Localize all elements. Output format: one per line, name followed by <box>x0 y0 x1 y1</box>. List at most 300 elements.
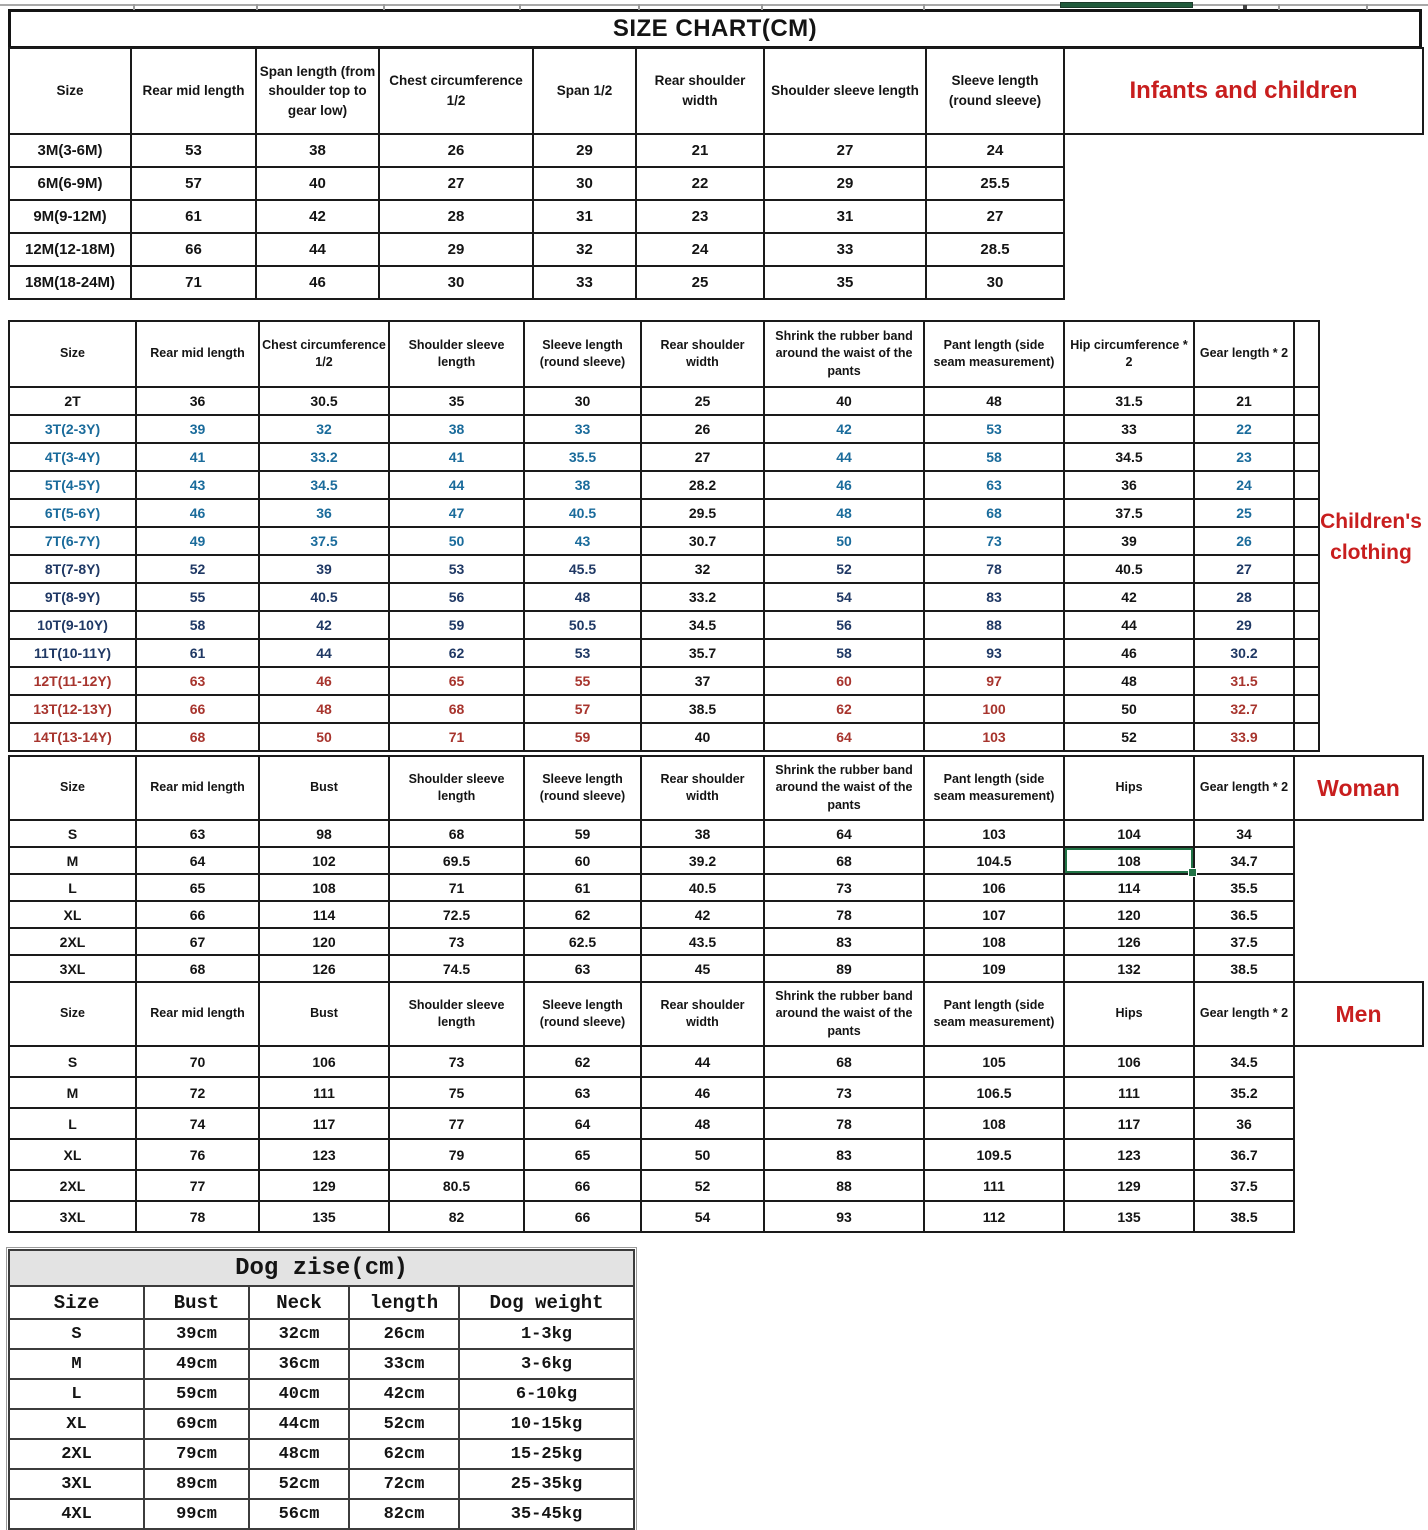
value-cell: 46 <box>256 266 379 299</box>
table-row <box>9 527 1319 555</box>
value-cell: 66 <box>136 695 259 723</box>
table-row <box>9 901 1423 928</box>
value-cell: 64 <box>524 1108 641 1139</box>
spacer-cell <box>1294 723 1319 751</box>
column-header: Shoulder sleeve length <box>389 982 524 1046</box>
value-cell: 43 <box>136 471 259 499</box>
column-header: Sleeve length (round sleeve) <box>926 48 1064 134</box>
value-cell: 35 <box>764 266 926 299</box>
column-header: Shrink the rubber band around the waist of the pants <box>764 982 924 1046</box>
woman-size-table <box>8 755 1424 983</box>
value-cell: 31.5 <box>1194 667 1294 695</box>
size-cell: L <box>9 874 136 901</box>
value-cell: 46 <box>641 1077 764 1108</box>
column-header: Chest circumference 1/2 <box>259 321 389 387</box>
children-section <box>8 322 1422 752</box>
value-cell: 47 <box>389 499 524 527</box>
value-cell: 3-6kg <box>459 1349 634 1379</box>
value-cell: 21 <box>636 134 764 167</box>
value-cell: 56cm <box>249 1499 349 1529</box>
value-cell: 54 <box>641 1201 764 1232</box>
column-header: Pant length (side seam measurement) <box>924 756 1064 820</box>
value-cell: 73 <box>764 874 924 901</box>
value-cell: 53 <box>389 555 524 583</box>
value-cell: 58 <box>924 443 1064 471</box>
value-cell: 50 <box>764 527 924 555</box>
value-cell: 126 <box>1064 928 1194 955</box>
value-cell: 59 <box>389 611 524 639</box>
value-cell: 21 <box>1194 387 1294 415</box>
value-cell: 10-15kg <box>459 1409 634 1439</box>
value-cell: 39.2 <box>641 847 764 874</box>
value-cell: 56 <box>389 583 524 611</box>
column-header: Neck <box>249 1286 349 1319</box>
value-cell: 89 <box>764 955 924 982</box>
size-cell: 2XL <box>9 1170 136 1201</box>
value-cell: 39 <box>1064 527 1194 555</box>
value-cell: 63 <box>136 820 259 847</box>
value-cell: 40 <box>641 723 764 751</box>
value-cell: 48 <box>764 499 924 527</box>
value-cell: 111 <box>1064 1077 1194 1108</box>
value-cell: 42 <box>764 415 924 443</box>
value-cell: 26 <box>379 134 533 167</box>
table-row <box>9 611 1319 639</box>
value-cell: 66 <box>524 1170 641 1201</box>
value-cell: 34 <box>1194 820 1294 847</box>
spacer-cell <box>1294 639 1319 667</box>
value-cell: 48 <box>924 387 1064 415</box>
value-cell: 36 <box>136 387 259 415</box>
value-cell: 27 <box>641 443 764 471</box>
value-cell: 1-3kg <box>459 1319 634 1349</box>
value-cell: 32 <box>533 233 636 266</box>
value-cell: 30 <box>533 167 636 200</box>
value-cell: 71 <box>131 266 256 299</box>
size-cell: 14T(13-14Y) <box>9 723 136 751</box>
value-cell: 53 <box>924 415 1064 443</box>
size-cell: 5T(4-5Y) <box>9 471 136 499</box>
column-header: Rear mid length <box>136 982 259 1046</box>
value-cell: 34.5 <box>641 611 764 639</box>
value-cell: 44 <box>764 443 924 471</box>
value-cell: 93 <box>764 1201 924 1232</box>
table-row <box>9 200 1423 233</box>
value-cell: 48 <box>259 695 389 723</box>
value-cell: 43.5 <box>641 928 764 955</box>
column-header: Gear length * 2 <box>1194 756 1294 820</box>
value-cell: 102 <box>259 847 389 874</box>
value-cell: 132 <box>1064 955 1194 982</box>
value-cell: 100 <box>924 695 1064 723</box>
value-cell: 48 <box>524 583 641 611</box>
column-header: Hips <box>1064 756 1194 820</box>
value-cell: 68 <box>136 723 259 751</box>
value-cell: 53 <box>524 639 641 667</box>
value-cell: 32.7 <box>1194 695 1294 723</box>
value-cell: 103 <box>924 723 1064 751</box>
column-header: Span 1/2 <box>533 48 636 134</box>
size-cell: 2T <box>9 387 136 415</box>
table-row <box>9 695 1319 723</box>
value-cell: 83 <box>764 928 924 955</box>
value-cell: 42 <box>259 611 389 639</box>
value-cell: 44 <box>1064 611 1194 639</box>
value-cell: 78 <box>764 1108 924 1139</box>
value-cell: 36cm <box>249 1349 349 1379</box>
value-cell: 26 <box>641 415 764 443</box>
header-row <box>9 48 1423 134</box>
value-cell: 60 <box>764 667 924 695</box>
value-cell: 61 <box>524 874 641 901</box>
value-cell: 56 <box>764 611 924 639</box>
value-cell: 33 <box>764 233 926 266</box>
value-cell: 61 <box>136 639 259 667</box>
grid-tick <box>383 4 385 10</box>
table-row <box>9 723 1319 751</box>
value-cell: 27 <box>1194 555 1294 583</box>
table-row <box>9 1046 1423 1077</box>
value-cell: 106.5 <box>924 1077 1064 1108</box>
grid-tick <box>761 4 763 10</box>
selected-cell: 108 <box>1064 847 1194 874</box>
value-cell: 24 <box>1194 471 1294 499</box>
value-cell: 72.5 <box>389 901 524 928</box>
value-cell: 117 <box>1064 1108 1194 1139</box>
value-cell: 120 <box>1064 901 1194 928</box>
value-cell: 34.5 <box>1064 443 1194 471</box>
spacer-cell <box>1294 387 1319 415</box>
value-cell: 29 <box>1194 611 1294 639</box>
size-cell: 3T(2-3Y) <box>9 415 136 443</box>
value-cell: 77 <box>136 1170 259 1201</box>
value-cell: 123 <box>1064 1139 1194 1170</box>
value-cell: 50.5 <box>524 611 641 639</box>
value-cell: 46 <box>764 471 924 499</box>
value-cell: 73 <box>924 527 1064 555</box>
value-cell: 63 <box>924 471 1064 499</box>
value-cell: 30 <box>926 266 1064 299</box>
value-cell: 64 <box>136 847 259 874</box>
value-cell: 69.5 <box>389 847 524 874</box>
value-cell: 52 <box>1064 723 1194 751</box>
children-size-table <box>8 320 1320 752</box>
value-cell: 66 <box>524 1201 641 1232</box>
value-cell: 73 <box>389 928 524 955</box>
value-cell: 27 <box>379 167 533 200</box>
value-cell: 68 <box>389 695 524 723</box>
value-cell: 45 <box>641 955 764 982</box>
size-cell: 13T(12-13Y) <box>9 695 136 723</box>
value-cell: 82cm <box>349 1499 459 1529</box>
value-cell: 34.7 <box>1194 847 1294 874</box>
table-row <box>9 955 1423 982</box>
value-cell: 72cm <box>349 1469 459 1499</box>
value-cell: 50 <box>389 527 524 555</box>
column-header: Shrink the rubber band around the waist of the pants <box>764 756 924 820</box>
table-row <box>9 1170 1423 1201</box>
table-row <box>9 639 1319 667</box>
value-cell: 40.5 <box>524 499 641 527</box>
value-cell: 30.7 <box>641 527 764 555</box>
column-header: Size <box>9 321 136 387</box>
value-cell: 126 <box>259 955 389 982</box>
value-cell: 62 <box>764 695 924 723</box>
value-cell: 68 <box>136 955 259 982</box>
size-cell: 7T(6-7Y) <box>9 527 136 555</box>
value-cell: 129 <box>259 1170 389 1201</box>
gridline <box>0 4 1428 6</box>
value-cell: 77 <box>389 1108 524 1139</box>
value-cell: 34.5 <box>259 471 389 499</box>
table-row <box>9 443 1319 471</box>
value-cell: 79 <box>389 1139 524 1170</box>
value-cell: 38 <box>389 415 524 443</box>
dog-title-row <box>9 1250 634 1286</box>
size-cell: S <box>9 1319 144 1349</box>
value-cell: 49 <box>136 527 259 555</box>
value-cell: 23 <box>636 200 764 233</box>
value-cell: 27 <box>926 200 1064 233</box>
value-cell: 25-35kg <box>459 1469 634 1499</box>
size-cell: 4T(3-4Y) <box>9 443 136 471</box>
size-cell: XL <box>9 1409 144 1439</box>
value-cell: 48 <box>641 1108 764 1139</box>
value-cell: 25 <box>636 266 764 299</box>
value-cell: 29.5 <box>641 499 764 527</box>
table-row <box>9 1349 634 1379</box>
table-row <box>9 415 1319 443</box>
value-cell: 129 <box>1064 1170 1194 1201</box>
size-cell: 2XL <box>9 1439 144 1469</box>
value-cell: 88 <box>924 611 1064 639</box>
column-header: Shoulder sleeve length <box>389 321 524 387</box>
grid-tick <box>519 4 521 10</box>
column-header: Rear shoulder width <box>641 321 764 387</box>
size-cell: 9T(8-9Y) <box>9 583 136 611</box>
column-header: Bust <box>259 982 389 1046</box>
size-cell: 12T(11-12Y) <box>9 667 136 695</box>
value-cell: 6-10kg <box>459 1379 634 1409</box>
value-cell: 50 <box>259 723 389 751</box>
value-cell: 36 <box>1194 1108 1294 1139</box>
value-cell: 42 <box>256 200 379 233</box>
value-cell: 52 <box>641 1170 764 1201</box>
value-cell: 68 <box>924 499 1064 527</box>
value-cell: 62.5 <box>524 928 641 955</box>
value-cell: 61 <box>131 200 256 233</box>
value-cell: 38 <box>524 471 641 499</box>
column-header: Bust <box>259 756 389 820</box>
size-cell: XL <box>9 901 136 928</box>
size-cell: 18M(18-24M) <box>9 266 131 299</box>
spreadsheet-grid-strip <box>0 0 1428 9</box>
value-cell: 35.2 <box>1194 1077 1294 1108</box>
value-cell: 28 <box>1194 583 1294 611</box>
value-cell: 57 <box>131 167 256 200</box>
table-row <box>9 499 1319 527</box>
size-cell: M <box>9 1077 136 1108</box>
table-row <box>9 555 1319 583</box>
value-cell: 59cm <box>144 1379 249 1409</box>
value-cell: 39 <box>259 555 389 583</box>
grid-marker-dot <box>1243 5 1247 9</box>
value-cell: 73 <box>389 1046 524 1077</box>
spacer-cell <box>1294 527 1319 555</box>
size-cell: L <box>9 1379 144 1409</box>
value-cell: 30 <box>379 266 533 299</box>
value-cell: 39cm <box>144 1319 249 1349</box>
column-header: Rear mid length <box>136 756 259 820</box>
value-cell: 26 <box>1194 527 1294 555</box>
column-header: Rear mid length <box>131 48 256 134</box>
spacer-cell <box>1294 555 1319 583</box>
value-cell: 33 <box>533 266 636 299</box>
value-cell: 65 <box>389 667 524 695</box>
value-cell: 112 <box>924 1201 1064 1232</box>
value-cell: 44 <box>259 639 389 667</box>
value-cell: 35.7 <box>641 639 764 667</box>
value-cell: 37 <box>641 667 764 695</box>
value-cell: 105 <box>924 1046 1064 1077</box>
table-row <box>9 1201 1423 1232</box>
infants-size-table <box>8 47 1424 300</box>
column-header: Sleeve length (round sleeve) <box>524 982 641 1046</box>
table-row <box>9 233 1423 266</box>
column-header: Dog weight <box>459 1286 634 1319</box>
value-cell: 31 <box>764 200 926 233</box>
column-header: Sleeve length (round sleeve) <box>524 321 641 387</box>
value-cell: 74 <box>136 1108 259 1139</box>
value-cell: 71 <box>389 874 524 901</box>
value-cell: 120 <box>259 928 389 955</box>
value-cell: 40.5 <box>641 874 764 901</box>
column-header: Gear length * 2 <box>1194 321 1294 387</box>
table-row <box>9 1379 634 1409</box>
value-cell: 43 <box>524 527 641 555</box>
table-row <box>9 583 1319 611</box>
value-cell: 79cm <box>144 1439 249 1469</box>
value-cell: 114 <box>1064 874 1194 901</box>
value-cell: 29 <box>533 134 636 167</box>
spacer-cell <box>1294 443 1319 471</box>
value-cell: 106 <box>924 874 1064 901</box>
value-cell: 50 <box>1064 695 1194 723</box>
value-cell: 55 <box>524 667 641 695</box>
value-cell: 67 <box>136 928 259 955</box>
value-cell: 36 <box>1064 471 1194 499</box>
green-cell-highlight <box>1060 2 1193 8</box>
men-size-table <box>8 981 1424 1233</box>
value-cell: 33 <box>1064 415 1194 443</box>
value-cell: 135 <box>259 1201 389 1232</box>
value-cell: 49cm <box>144 1349 249 1379</box>
table-row <box>9 928 1423 955</box>
size-cell: 3XL <box>9 1201 136 1232</box>
column-header: Hips <box>1064 982 1194 1046</box>
header-row <box>9 982 1423 1046</box>
size-cell: 3XL <box>9 955 136 982</box>
grid-tick <box>133 4 135 10</box>
value-cell: 44 <box>256 233 379 266</box>
value-cell: 38.5 <box>1194 955 1294 982</box>
value-cell: 36.5 <box>1194 901 1294 928</box>
value-cell: 44 <box>389 471 524 499</box>
value-cell: 23 <box>1194 443 1294 471</box>
value-cell: 24 <box>636 233 764 266</box>
value-cell: 68 <box>764 1046 924 1077</box>
value-cell: 104 <box>1064 820 1194 847</box>
value-cell: 40.5 <box>1064 555 1194 583</box>
value-cell: 82 <box>389 1201 524 1232</box>
value-cell: 22 <box>636 167 764 200</box>
value-cell: 65 <box>136 874 259 901</box>
value-cell: 48cm <box>249 1439 349 1469</box>
value-cell: 44cm <box>249 1409 349 1439</box>
value-cell: 42 <box>641 901 764 928</box>
value-cell: 103 <box>924 820 1064 847</box>
value-cell: 68 <box>389 820 524 847</box>
size-cell: 4XL <box>9 1499 144 1529</box>
value-cell: 30.2 <box>1194 639 1294 667</box>
column-header: Shoulder sleeve length <box>389 756 524 820</box>
header-row <box>9 1286 634 1319</box>
value-cell: 50 <box>641 1139 764 1170</box>
size-cell: M <box>9 847 136 874</box>
value-cell: 52cm <box>249 1469 349 1499</box>
value-cell: 44 <box>641 1046 764 1077</box>
table-row <box>9 1319 634 1349</box>
value-cell: 38.5 <box>641 695 764 723</box>
value-cell: 69cm <box>144 1409 249 1439</box>
value-cell: 22 <box>1194 415 1294 443</box>
size-cell: 11T(10-11Y) <box>9 639 136 667</box>
value-cell: 33 <box>524 415 641 443</box>
value-cell: 37.5 <box>1194 928 1294 955</box>
value-cell: 33cm <box>349 1349 459 1379</box>
value-cell: 72 <box>136 1077 259 1108</box>
value-cell: 99cm <box>144 1499 249 1529</box>
spacer-cell <box>1294 321 1319 387</box>
value-cell: 88 <box>764 1170 924 1201</box>
table-row <box>9 266 1423 299</box>
value-cell: 62 <box>524 1046 641 1077</box>
grid-tick <box>1366 4 1368 10</box>
value-cell: 114 <box>259 901 389 928</box>
column-header: Shrink the rubber band around the waist of the pants <box>764 321 924 387</box>
value-cell: 106 <box>259 1046 389 1077</box>
spacer-cell <box>1294 611 1319 639</box>
column-header: Chest circumference 1/2 <box>379 48 533 134</box>
column-header: Rear shoulder width <box>641 982 764 1046</box>
table-row <box>9 1469 634 1499</box>
grid-tick <box>1278 4 1280 10</box>
value-cell: 59 <box>524 820 641 847</box>
spacer-cell <box>1294 583 1319 611</box>
value-cell: 45.5 <box>524 555 641 583</box>
column-header: Size <box>9 756 136 820</box>
value-cell: 29 <box>764 167 926 200</box>
size-cell: 8T(7-8Y) <box>9 555 136 583</box>
header-row <box>9 321 1319 387</box>
table-row <box>9 1499 634 1529</box>
value-cell: 42 <box>1064 583 1194 611</box>
table-row <box>9 387 1319 415</box>
value-cell: 53 <box>131 134 256 167</box>
value-cell: 30.5 <box>259 387 389 415</box>
value-cell: 36.7 <box>1194 1139 1294 1170</box>
table-row <box>9 167 1423 200</box>
